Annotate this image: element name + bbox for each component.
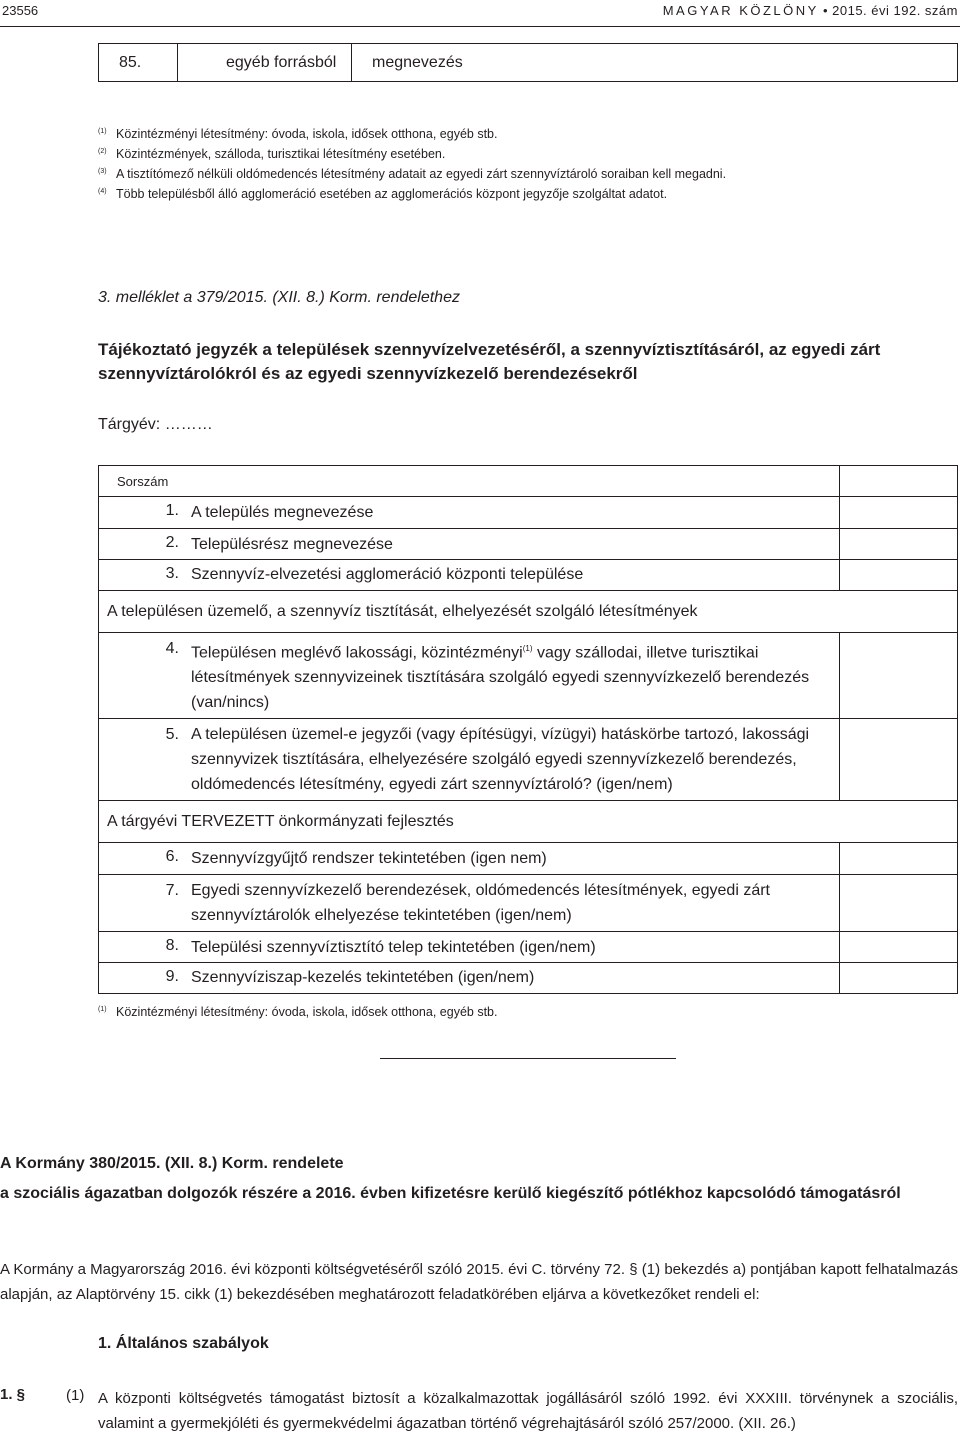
value-cell (840, 497, 958, 529)
table-row (99, 963, 958, 994)
row-label: Településen meglévő lakossági, közintézményi$^{(1)}$ vagy szállodai, illetve turisztikai létesítmények szennyvizeinek tisztítására szolgáló egyedi szennyvízkezelő berendezés (van/nincs) (183, 633, 840, 719)
decree-title: A Kormány 380/2015. (XII. 8.) Korm. rendelete (0, 1155, 344, 1172)
header-separator: • (822, 3, 829, 18)
row-label: A település megnevezése (183, 497, 840, 529)
page-number: 23556 (2, 3, 39, 18)
table-row (99, 932, 958, 963)
row-label: Egyedi szennyvízkezelő berendezések, oldómedencés létesítmények, egyedi zárt szennyvíztárolók elhelyezése tekintetében (igen/nem) (183, 875, 840, 932)
serial-header: Sorszám (99, 466, 840, 497)
footnote: $^{(3)}$ A tisztítómező nélküli oldómedencés létesítmény adatait az egyedi zárt szennyvíztároló soraiban kell megadni. (98, 167, 727, 181)
row-number: 1. (99, 497, 184, 529)
row-label: Települési szennyvíztisztító telep tekintetében (igen/nem) (183, 932, 840, 963)
row-number: 6. (99, 843, 184, 875)
row-number: 3. (99, 560, 184, 591)
row-label: A településen üzemel-e jegyzői (vagy építésügyi, vízügyi) hatáskörbe tartozó, lakossági szennyvizek tisztítására, elhelyezésére szolgáló egyedi szennyvízkezelő berendezés, oldómedencés létesítmény, egyedi zárt szennyvíztároló? (igen/nem) (183, 719, 840, 801)
journal-name: MAGYAR KÖZLÖNY (662, 3, 819, 18)
row-number-cell: 85. (99, 44, 178, 82)
table-row (99, 497, 958, 529)
source-table (98, 43, 958, 82)
table-row (99, 633, 958, 719)
information-form-table (98, 465, 958, 994)
footnote: $^{(4)}$ Több településből álló agglomeráció esetében az agglomerációs központ jegyzője szolgáltat adatot. (98, 187, 668, 201)
footnote-list (98, 124, 938, 204)
footnote: $^{(1)}$ Közintézményi létesítmény: óvoda, iskola, idősek otthona, egyéb stb. (98, 127, 498, 141)
table-row (99, 466, 958, 497)
value-cell (840, 719, 958, 801)
row-label: Szennyvíziszap-kezelés tekintetében (igen/nem) (183, 963, 840, 994)
footnote: $^{(2)}$ Közintézmények, szálloda, turisztikai létesítmény esetében. (98, 147, 446, 161)
chapter-heading: 1. Általános szabályok (98, 1335, 269, 1352)
row-label: Szennyvíz-elvezetési agglomeráció központi települése (183, 560, 840, 591)
section-heading: A tárgyévi TERVEZETT önkormányzati fejlesztés (99, 801, 958, 843)
subject-year: Tárgyév: ……… (98, 416, 213, 433)
table-row (99, 719, 958, 801)
annex-title: 3. melléklet a 379/2015. (XII. 8.) Korm. rendelethez (98, 289, 460, 306)
document-title: Tájékoztató jegyzék a települések szennyvízelvezetéséről, a szennyvíztisztításáról, az egyedi zárt szennyvíztárolókról és az egyedi szennyvízkezelő berendezésekről (98, 340, 881, 383)
table-row (99, 529, 958, 560)
row-number: 9. (99, 963, 184, 994)
value-cell (840, 843, 958, 875)
table-row (99, 843, 958, 875)
paragraph-number: 1. § (0, 1386, 26, 1403)
table-row (99, 875, 958, 932)
value-cell (840, 875, 958, 932)
row-number: 5. (99, 719, 184, 801)
table-row (99, 560, 958, 591)
empty-cell (840, 466, 958, 497)
value-cell (840, 963, 958, 994)
value-cell (840, 932, 958, 963)
issue-number: 2015. évi 192. szám (832, 3, 958, 18)
value-cell (840, 560, 958, 591)
source-cell: egyéb forrásból (178, 44, 352, 82)
subsection-number: (1) (66, 1387, 85, 1404)
running-header (663, 3, 958, 18)
header-rule (0, 26, 960, 27)
table-footnote: $^{(1)}$ Közintézményi létesítmény: óvoda, iskola, idősek otthona, egyéb stb. (98, 1005, 498, 1019)
value-cell (840, 529, 958, 560)
decree-subtitle: a szociális ágazatban dolgozók részére a 2016. évben kifizetésre kerülő kiegészítő pótlékhoz kapcsolódó támogatásról (0, 1185, 901, 1202)
row-label: Településrész megnevezése (183, 529, 840, 560)
row-number: 2. (99, 529, 184, 560)
separator-line (380, 1058, 676, 1059)
preamble: A Kormány a Magyarország 2016. évi központi költségvetéséről szóló 2015. évi C. törvény 72. § (1) bekezdés a) pontjában kapott felhatalmazás alapján, az Alaptörvény 15. cikk (1) bekezdésében meghatározott feladatkörében eljárva a következőket rendeli el: (0, 1261, 958, 1303)
value-cell (840, 633, 958, 719)
section-heading: A településen üzemelő, a szennyvíz tisztítását, elhelyezését szolgáló létesítmények (99, 591, 958, 633)
paragraph-text: A központi költségvetés támogatást biztosít a közalkalmazottak jogállásáról szóló 1992. évi XXXIII. törvénynek a szociális, valamint a gyermekjóléti és gyermekvédelmi ágazatban történő végrehajtásáról szóló 257/2000. (XII. 26.) (98, 1390, 958, 1432)
row-number: 4. (99, 633, 184, 719)
row-number: 7. (99, 875, 184, 932)
table-row (99, 801, 958, 843)
row-label: Szennyvízgyűjtő rendszer tekintetében (igen nem) (183, 843, 840, 875)
table-row (99, 591, 958, 633)
row-number: 8. (99, 932, 184, 963)
name-cell: megnevezés (352, 44, 958, 82)
table-row (99, 44, 958, 82)
